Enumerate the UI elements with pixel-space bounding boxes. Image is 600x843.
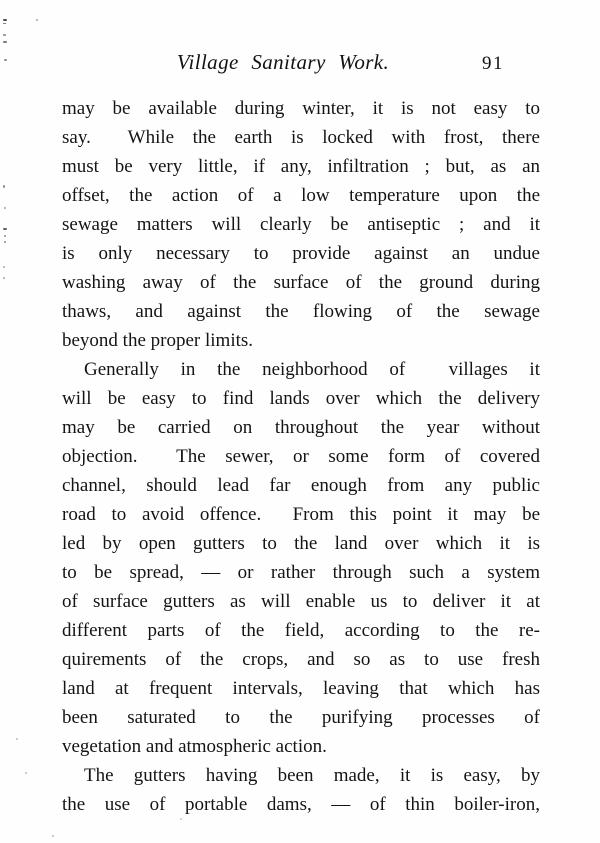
text-line: led by open gutters to the land over which it is xyxy=(62,533,540,554)
text-line: Generally in the neighborhood of villages it xyxy=(84,359,540,380)
scan-speck xyxy=(180,818,182,820)
running-header xyxy=(62,50,540,82)
text-line: thaws, and against the flowing of the sewage xyxy=(62,301,540,322)
scan-speck xyxy=(4,241,6,243)
scan-speck xyxy=(25,772,27,774)
scan-speck xyxy=(4,235,6,237)
scan-speck xyxy=(52,835,54,837)
text-line: to be spread, — or rather through such a system xyxy=(62,562,540,583)
scan-speck xyxy=(3,19,7,21)
text-line: is only necessary to provide against an undue xyxy=(62,243,540,264)
text-line: offset, the action of a low temperature upon the xyxy=(62,185,540,206)
text-line: will be easy to find lands over which the delivery xyxy=(62,388,540,409)
scan-speck xyxy=(3,34,6,36)
text-line: road to avoid offence. From this point it may be xyxy=(62,504,540,525)
text-line: land at frequent intervals, leaving that which has xyxy=(62,678,540,699)
text-line: channel, should lead far enough from any public xyxy=(62,475,540,496)
text-line: may be carried on throughout the year without xyxy=(62,417,540,438)
text-line: sewage matters will clearly be antiseptic ; and it xyxy=(62,214,540,235)
text-line: may be available during winter, it is not easy to xyxy=(62,98,540,119)
text-line: vegetation and atmospheric action. xyxy=(62,736,327,757)
scan-speck xyxy=(3,266,5,268)
text-line: different parts of the field, according to the re- xyxy=(62,620,540,641)
page-number: 91 xyxy=(482,53,504,74)
scan-speck xyxy=(4,207,6,209)
text-line: say. While the earth is locked with frost, there xyxy=(62,127,540,148)
text-line: quirements of the crops, and so as to use fresh xyxy=(62,649,540,670)
scan-speck xyxy=(3,185,5,188)
scan-speck xyxy=(4,59,7,61)
text-line: beyond the proper limits. xyxy=(62,330,254,351)
text-line: must be very little, if any, infiltration ; but, as an xyxy=(62,156,540,177)
page-title: Village Sanitary Work. xyxy=(176,50,390,74)
scan-speck xyxy=(3,41,7,43)
text-line: been saturated to the purifying processes of xyxy=(62,707,540,728)
text-line: objection. The sewer, or some form of covered xyxy=(62,446,540,467)
scan-speck xyxy=(3,277,5,279)
scan-speck xyxy=(36,19,38,21)
scan-speck xyxy=(3,228,7,230)
text-line: the use of portable dams, — of thin boiler-iron, xyxy=(62,794,540,815)
scan-speck xyxy=(16,738,18,740)
text-line: of surface gutters as will enable us to deliver it at xyxy=(62,591,540,612)
page-body xyxy=(62,94,540,819)
text-line: washing away of the surface of the ground during xyxy=(62,272,540,293)
scan-speck xyxy=(3,23,6,24)
text-line: The gutters having been made, it is easy, by xyxy=(84,765,540,786)
